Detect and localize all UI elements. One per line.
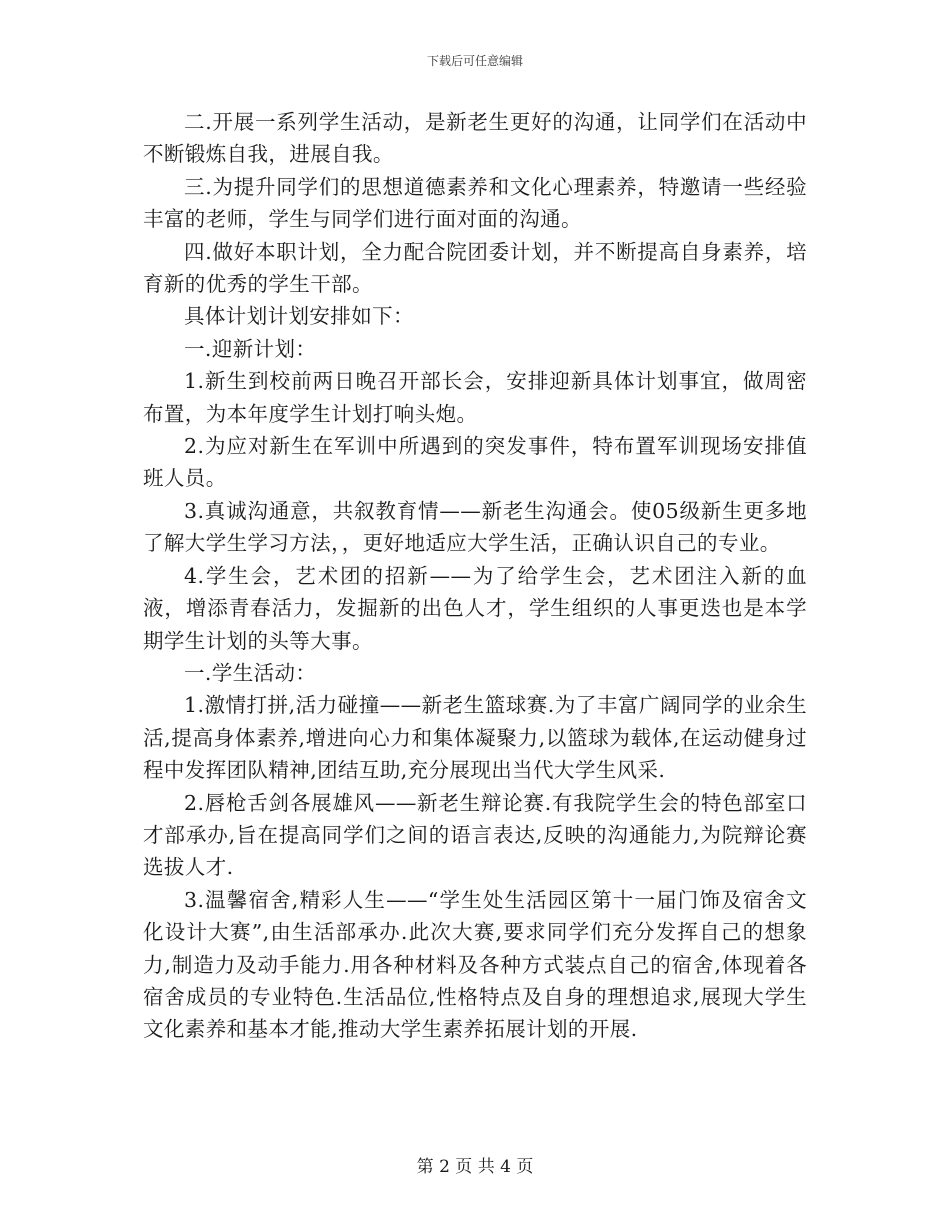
paragraph: 具体计划计划安排如下： xyxy=(184,304,414,329)
paragraph: 2.唇枪舌剑各展雄风——新老生辩论赛.有我院学生会的特色部室口才部承办,旨在提高同学们之间的语言表达,反映的沟通能力,为院辩论赛选拔人才. xyxy=(143,790,807,880)
section-heading: 一.学生活动： xyxy=(184,660,317,685)
paragraph: 二.开展一系列学生活动，是新老生更好的沟通，让同学们在活动中不断锻炼自我，进展自我。 xyxy=(143,110,807,167)
page-header-note: 下载后可任意编辑 xyxy=(426,54,523,68)
paragraph: 3.真诚沟通意，共叙教育情——新老生沟通会。使05级新生更多地了解大学生学习方法，，更好地适应大学生活，正确认识自己的专业。 xyxy=(143,498,807,556)
paragraph: 3.温馨宿舍,精彩人生——“学生处生活园区第十一届门饰及宿舍文化设计大赛”,由生活部承办.此次大赛,要求同学们充分发挥自己的想象力,制造力及动手能力.用各种材料及各种方式装点自己的宿舍,体现着各宿舍成员的专业特色.生活品位,性格特点及自身的理想追求,展现大学生文化素养和基本才能,推动大学生素养拓展计划的开展. xyxy=(143,887,807,1042)
page-number-footer: 第 2 页 共 4 页 xyxy=(416,1157,534,1177)
paragraph: 1.新生到校前两日晚召开部长会，安排迎新具体计划事宜，做周密布置，为本年度学生计划打响头炮。 xyxy=(143,369,807,426)
section-heading: 一.迎新计划： xyxy=(184,336,317,361)
paragraph: 1.激情打拼,活力碰撞——新老生篮球赛.为了丰富广阔同学的业余生活,提高身体素养,增进向心力和集体凝聚力,以篮球为载体,在运动健身过程中发挥团队精神,团结互助,充分展现出当代大学生风采. xyxy=(143,693,807,783)
paragraph: 三.为提升同学们的思想道德素养和文化心理素养，特邀请一些经验丰富的老师，学生与同学们进行面对面的沟通。 xyxy=(143,174,807,232)
paragraph: 四.做好本职计划，全力配合院团委计划，并不断提高自身素养，培育新的优秀的学生干部。 xyxy=(143,239,807,297)
paragraph: 4.学生会，艺术团的招新——为了给学生会，艺术团注入新的血液，增添青春活力，发掘新的出色人才，学生组织的人事更迭也是本学期学生计划的头等大事。 xyxy=(143,563,807,653)
paragraph: 2.为应对新生在军训中所遇到的突发事件，特布置军训现场安排值班人员。 xyxy=(143,434,807,491)
document-body xyxy=(143,106,807,1046)
